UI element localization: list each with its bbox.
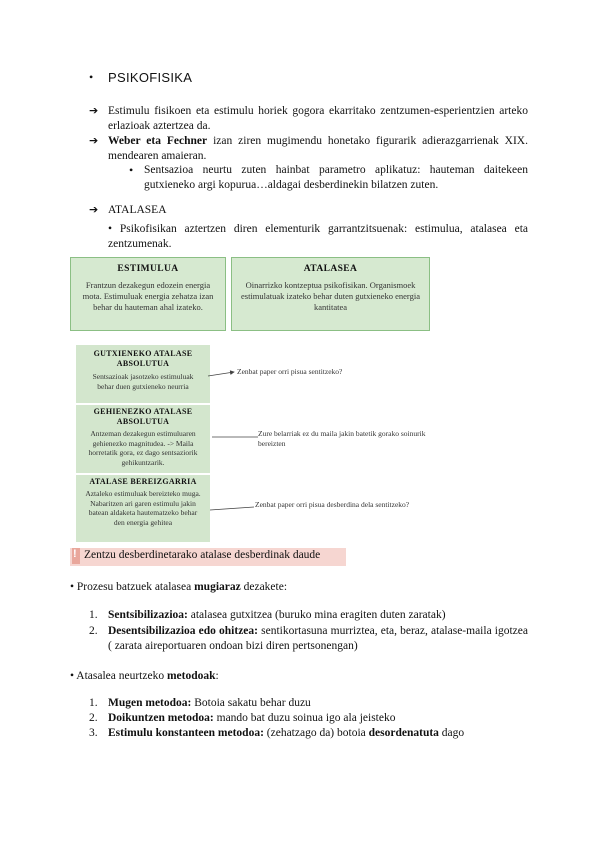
- box-estimulua-body: Frantzun dezakegun edozein energia mota. Estimuluak energia zehatza izan behar du hauteman ahal izateko.: [82, 280, 214, 312]
- weber-fechner-text: izan ziren mugimendu honetako figurarik adierazgarrienak XIX. mendearen amaieran.: [108, 135, 528, 162]
- methods-pre: • Atasalea neurtzeko: [70, 670, 167, 682]
- list1-num-2: 2.: [89, 625, 98, 637]
- diagram-item2-label: Zure belarriak ez du maila jakin batetik gorako soinurik bereizten: [258, 429, 426, 448]
- list1-item-2: [108, 624, 528, 654]
- diagram-divider: [76, 473, 210, 475]
- list1-num-1: 1.: [89, 609, 98, 621]
- methods-post: :: [215, 670, 219, 682]
- exclamation-glyph: !: [73, 548, 77, 560]
- diagram-item1-label: Zenbat paper orri pisua sentitzeko?: [237, 367, 343, 376]
- weber-fechner-bold: Weber eta Fechner: [108, 135, 208, 147]
- box-estimulua-title: ESTIMULUA: [117, 264, 179, 274]
- diagram-item1-body: Sentsazioak jasotzeko estimuluak behar duen gutxieneko neurria: [92, 372, 194, 391]
- paragraph-weber-fechner: [108, 134, 528, 164]
- list1-item-1-bold: Sentsibilizazioa:: [108, 609, 188, 621]
- list2-item-3-text2: dago: [438, 727, 465, 739]
- list2-item-1: [108, 696, 311, 711]
- arrow-icon: ➔: [89, 104, 99, 117]
- paragraph-sensation-measure: Sentsazioa neurtu zuten hainbat parametro aplikatuz: hauteman daitekeen gutxieneko argi kopurua…aldagai desberdinekin bilatzen zuten.: [144, 164, 528, 191]
- list1-item-2-bold: Desentsibilizazioa edo ohitzea:: [108, 625, 258, 637]
- box-estimulua: [70, 257, 226, 331]
- threshold-diagram: [76, 345, 210, 542]
- list2-item-1-text: Botoia sakatu behar duzu: [191, 697, 311, 709]
- diagram-item3-body: Aztaleko estimuluak bereizteko muga. Nabaritzen ari garen estimulu jakin batean aldaketa hautematzeko behar den energia gehitea: [85, 489, 201, 527]
- paragraph-methods: [70, 669, 219, 684]
- page-title: PSIKOFISIKA: [108, 70, 193, 85]
- diagram-item-absolute-max: [76, 407, 210, 467]
- processes-pre: • Prozesu batzuek atalasea: [70, 581, 195, 593]
- diagram-item-absolute-min: [76, 349, 210, 391]
- diagram-item3-label: Zenbat paper orri pisua desberdina dela sentitzeko?: [255, 500, 410, 509]
- processes-bold: mugiaraz: [194, 581, 241, 593]
- box-atalasea: [231, 257, 430, 331]
- callout-text: Zentzu desberdinetarako atalase desberdinak daude: [84, 549, 321, 561]
- list2-item-3-text: (zehatzago da) botoia: [263, 727, 369, 739]
- arrow-icon: ➔: [89, 134, 99, 147]
- box-atalasea-body: Oinarrizko kontzeptua psikofisikan. Organismoek estimulatuak izateko behar duten gutxieneko energia kantitatea: [241, 280, 420, 312]
- box-atalasea-title: ATALASEA: [303, 264, 358, 274]
- paragraph-processes: [70, 580, 287, 595]
- paragraph-psychophysics-def: Estimulu fisikoen eta estimulu horiek gogora ekarritako zentzumen-esperientzien arteko erlazioak aztertzea da.: [108, 105, 528, 132]
- list2-item-2: [108, 711, 395, 726]
- list2-num-1: 1.: [89, 697, 98, 709]
- list1-item-2-text: sentikortasuna murriztea, eta, beraz, atalase-maila igotzea ( zarata aireportuaren ondoan bizi diren pertsonengan): [108, 625, 528, 652]
- diagram-item3-title: ATALASE BEREIZGARRIA: [89, 477, 197, 486]
- diagram-item2-body: Antzeman dezakegun estimuluaren gehienezko magnitudea. -> Maila horretatik gora, ez dago sentsaziorik gehikuntzarik.: [88, 429, 198, 467]
- list2-item-3-bold2: desordenatuta: [368, 727, 439, 739]
- diagram-item2-title: GEHIENEZKO ATALASE ABSOLUTUA: [93, 407, 193, 426]
- list2-item-3-bold: Estimulu konstanteen metodoa:: [108, 727, 264, 739]
- list2-item-3: [108, 726, 464, 741]
- diagram-divider: [76, 403, 210, 405]
- diagram-item1-title: GUTXIENEKO ATALASE ABSOLUTUA: [93, 349, 193, 368]
- list2-item-2-bold: Doikuntzen metodoa:: [108, 712, 214, 724]
- connector-arrow-1: [208, 372, 234, 376]
- list2-item-2-text: mando bat duzu soinua igo ala jeisteko: [213, 712, 396, 724]
- list2-num-3: 3.: [89, 727, 98, 739]
- list1-item-1: [108, 608, 528, 623]
- callout-note: [70, 548, 346, 566]
- connector-line-3: [210, 507, 254, 510]
- arrow-icon: ➔: [89, 203, 99, 216]
- sub-bullet: •: [129, 163, 134, 177]
- section-atalasea-title: ATALASEA: [108, 204, 167, 216]
- list2-num-2: 2.: [89, 712, 98, 724]
- list2-item-1-bold: Mugen metodoa:: [108, 697, 192, 709]
- diagram-item-differential: [76, 477, 210, 527]
- methods-bold: metodoak: [166, 670, 216, 682]
- paragraph-elements: • Psikofisikan aztertzen diren elementurik garrantzitsuenak: estimulua, atalasea eta zentzumenak.: [108, 223, 528, 250]
- list1-item-1-text: atalasea gutxitzea (buruko mina eragiten duten zaratak): [187, 609, 446, 621]
- diagram-connectors: [206, 360, 266, 520]
- processes-post: dezakete:: [240, 581, 288, 593]
- heading-bullet: •: [89, 70, 94, 84]
